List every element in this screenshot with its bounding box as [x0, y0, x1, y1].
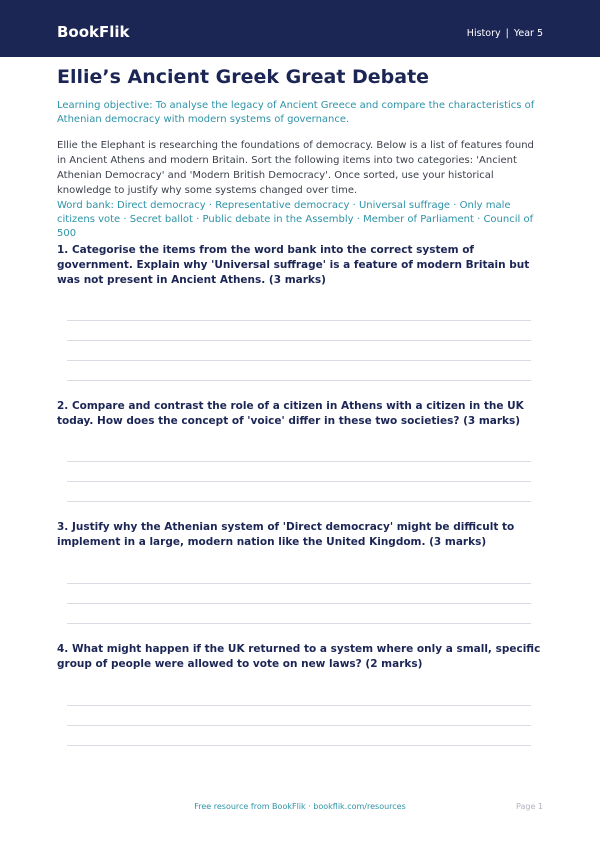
- answer-line[interactable]: [67, 725, 531, 726]
- question-4: 4. What might happen if the UK returned to a system where only a small, specific group of people were allowed to vote on new laws? (2 marks): [57, 643, 541, 670]
- answer-line[interactable]: [67, 583, 531, 584]
- question-3: 3. Justify why the Athenian system of 'Direct democracy' might be difficult to implement in a large, modern nation like the United Kingdom. (3 marks): [57, 521, 515, 548]
- word-bank: Word bank: Direct democracy · Representative democracy · Universal suffrage · Only male citizens vote · Secret ballot · Public debate in the Assembly · Member of Parliament · Council of 500: [57, 200, 534, 239]
- answer-line[interactable]: [67, 705, 531, 706]
- answer-line[interactable]: [67, 745, 531, 746]
- brand-logo[interactable]: BookFlik: [57, 23, 130, 41]
- subject-meta: [467, 28, 543, 40]
- answer-line[interactable]: [67, 340, 531, 341]
- page-title: Ellie’s Ancient Greek Great Debate: [57, 66, 430, 88]
- answer-line[interactable]: [67, 360, 531, 361]
- answer-line[interactable]: [67, 501, 531, 502]
- subject-label: History: [466, 28, 501, 39]
- footer-resource-link[interactable]: Free resource from BookFlik · bookflik.com/resources: [194, 802, 406, 811]
- question-2: 2. Compare and contrast the role of a citizen in Athens with a citizen in the UK today. How does the concept of 'voice' differ in these two societies? (3 marks): [57, 400, 524, 427]
- answer-line[interactable]: [67, 623, 531, 624]
- question-1: 1. Categorise the items from the word bank into the correct system of government. Explain why 'Universal suffrage' is a feature of modern Britain but was not present in Ancient Athens. (3 marks): [57, 244, 530, 286]
- year-label: Year 5: [513, 28, 543, 39]
- answer-line[interactable]: [67, 461, 531, 462]
- header-bar: [0, 0, 600, 57]
- answer-line[interactable]: [67, 380, 531, 381]
- answer-line[interactable]: [67, 603, 531, 604]
- answer-line[interactable]: [67, 320, 531, 321]
- page-number: Page 1: [516, 802, 543, 811]
- learning-objective: Learning objective: To analyse the legacy of Ancient Greece and compare the characteristics of Athenian democracy with modern systems of governance.: [57, 100, 535, 125]
- answer-line[interactable]: [67, 481, 531, 482]
- meta-separator: |: [505, 28, 509, 39]
- intro-paragraph: Ellie the Elephant is researching the foundations of democracy. Below is a list of features found in Ancient Athens and modern Britain. Sort the following items into two categories: 'Ancient Athenian Democracy' and 'Modern British Democracy'. Once sorted, use your historical knowledge to justify why some systems changed over time.: [57, 140, 534, 196]
